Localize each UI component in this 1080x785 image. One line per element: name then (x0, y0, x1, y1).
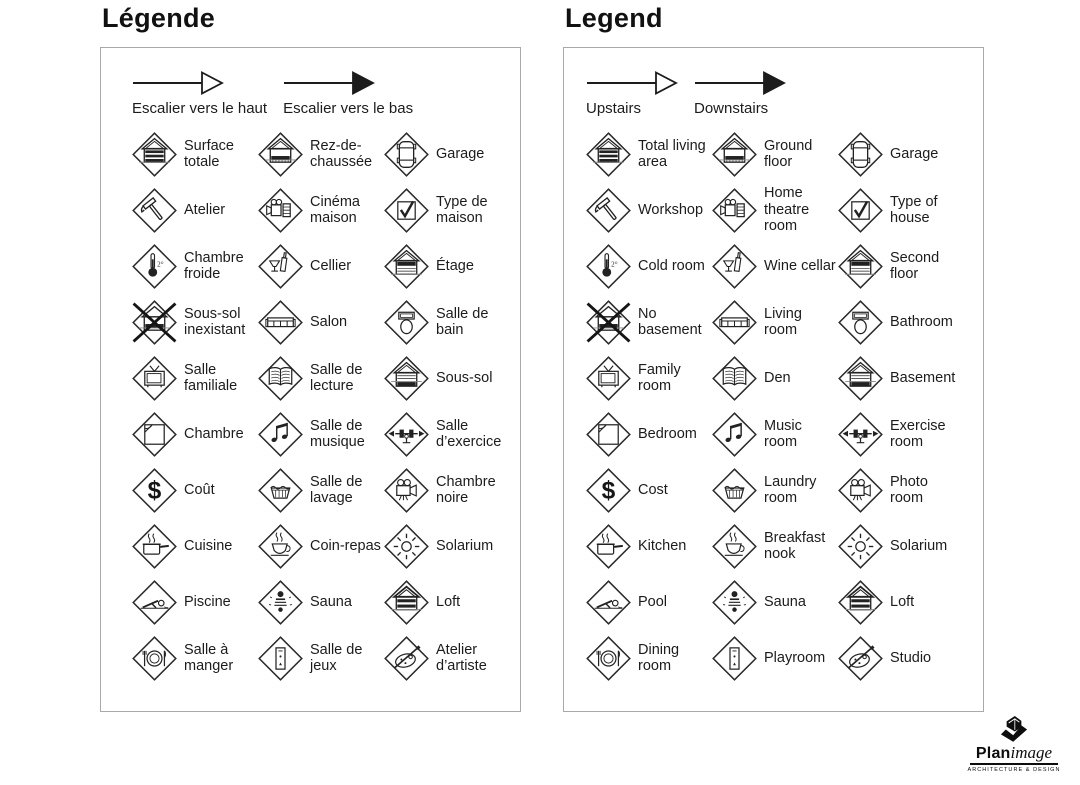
stairs-down-arrow-icon (283, 70, 375, 96)
legend-item-label: Étage (436, 257, 474, 274)
living-room-sofa-icon (712, 300, 757, 345)
cold-room-thermometer-icon (586, 244, 631, 289)
logo-brand-image: image (1010, 743, 1053, 763)
legend-item-label: Sous-sol (436, 369, 493, 386)
garage-car-icon (384, 132, 429, 177)
den-book-icon (258, 356, 303, 401)
legend-item-label: Laundry room (764, 473, 817, 506)
second-floor-house-icon (384, 244, 429, 289)
bathroom-toilet-icon (384, 300, 429, 345)
stairs-up-label: Upstairs (586, 100, 642, 117)
studio-palette-icon (384, 636, 429, 681)
home-theatre-projector-icon (712, 188, 757, 233)
legend-item-label: Solarium (890, 537, 948, 554)
stairs-down-legend (694, 70, 786, 117)
stairs-up-arrow-icon (132, 70, 224, 96)
legend-item-label: Home theatre room (764, 185, 810, 235)
legend-item-label: Pool (638, 593, 668, 610)
loft-house-icon (838, 580, 883, 625)
legend-item-label: Basement (890, 369, 956, 386)
legend-item-music-notes (712, 412, 838, 457)
legend-item-exercise-dumbbell (838, 412, 964, 457)
legend-item-playroom-door (258, 636, 384, 681)
photo-camera-icon (838, 468, 883, 513)
legend-item-cold-room-thermometer (586, 244, 712, 289)
bedroom-bed-icon (132, 412, 177, 457)
legend-item-cold-room-thermometer (132, 244, 258, 289)
legend-item-label: Salle familiale (184, 361, 238, 394)
legend-item-dining-plate (586, 636, 712, 681)
total-area-house-icon (132, 132, 177, 177)
legend-item-pool-swimmer (586, 580, 712, 625)
legend-item-label: Type de maison (436, 193, 488, 226)
laundry-basket-icon (258, 468, 303, 513)
basement-house-icon (838, 356, 883, 401)
legend-item-label: Total living area (638, 137, 706, 170)
legend-item-exercise-dumbbell (384, 412, 510, 457)
legend-item-solarium-sun (838, 524, 964, 569)
no-basement-cross-icon (586, 300, 631, 345)
legend-item-label: Bedroom (638, 425, 697, 442)
legend-item-den-book (712, 356, 838, 401)
legend-item-breakfast-cup (258, 524, 384, 569)
dining-plate-icon (586, 636, 631, 681)
legend-item-label: Coût (184, 481, 215, 498)
legend-item-label: Exercise room (890, 417, 946, 450)
legend-item-second-floor-house (384, 244, 510, 289)
legend-item-kitchen-pot (586, 524, 712, 569)
legend-item-label: Cold room (638, 257, 705, 274)
stairs-up-label: Escalier vers le haut (132, 100, 268, 117)
legend-item-label: Salon (310, 313, 348, 330)
playroom-door-icon (258, 636, 303, 681)
legend-item-playroom-door (712, 636, 838, 681)
legend-item-home-theatre-projector (258, 188, 384, 233)
legend-item-laundry-basket (712, 468, 838, 513)
legend-item-label: Solarium (436, 537, 494, 554)
legend-item-label: Piscine (184, 593, 231, 610)
legend-item-label: Wine cellar (764, 257, 836, 274)
legend-item-workshop-hammer (586, 188, 712, 233)
legend-item-music-notes (258, 412, 384, 457)
legend-item-wine-cellar-bottle (258, 244, 384, 289)
legend-item-workshop-hammer (132, 188, 258, 233)
legend-item-breakfast-cup (712, 524, 838, 569)
legend-item-label: Family room (638, 361, 681, 394)
legend-item-label: No basement (638, 305, 702, 338)
legend-item-no-basement-cross (132, 300, 258, 345)
den-book-icon (712, 356, 757, 401)
legend-item-bathroom-toilet (838, 300, 964, 345)
legend-item-label: Second floor (890, 249, 940, 282)
planimage-logo (964, 713, 1064, 773)
legend-item-label: Cinéma maison (310, 193, 360, 226)
loft-house-icon (384, 580, 429, 625)
pool-swimmer-icon (132, 580, 177, 625)
legend-item-sauna-person (258, 580, 384, 625)
legend-item-label: Atelier d’artiste (436, 641, 487, 674)
exercise-dumbbell-icon (838, 412, 883, 457)
legend-item-label: Sauna (310, 593, 352, 610)
legend-item-wine-cellar-bottle (712, 244, 838, 289)
legend-item-pool-swimmer (132, 580, 258, 625)
legend-item-label: Chambre froide (184, 249, 244, 282)
legend-item-loft-house (384, 580, 510, 625)
photo-camera-icon (384, 468, 429, 513)
legend-item-label: Salle de bain (436, 305, 489, 338)
legend-item-label: Rez-de-chaussée (310, 137, 373, 170)
cold-room-thermometer-icon (132, 244, 177, 289)
legend-panel-english (563, 47, 984, 712)
living-room-sofa-icon (258, 300, 303, 345)
legend-item-total-area-house (132, 132, 258, 177)
stairs-down-label: Downstairs (694, 100, 769, 117)
kitchen-pot-icon (132, 524, 177, 569)
cost-dollar-icon (586, 468, 631, 513)
legend-item-label: Salle d’exercice (436, 417, 502, 450)
legend-item-label: Playroom (764, 649, 826, 666)
wine-cellar-bottle-icon (712, 244, 757, 289)
legend-item-ground-floor-house (712, 132, 838, 177)
legend-item-garage-car (384, 132, 510, 177)
legend-item-label: Workshop (638, 201, 704, 218)
solarium-sun-icon (838, 524, 883, 569)
legend-item-label: Surface totale (184, 137, 234, 170)
legend-item-label: Breakfast nook (764, 529, 826, 562)
breakfast-cup-icon (258, 524, 303, 569)
legend-item-home-theatre-projector (712, 185, 838, 235)
legend-item-bathroom-toilet (384, 300, 510, 345)
logo-brand-plan: Plan (975, 745, 1011, 763)
legend-item-loft-house (838, 580, 964, 625)
stairs-up-legend (586, 70, 678, 117)
legend-item-label: Coin-repas (310, 537, 381, 554)
legend-item-bedroom-bed (586, 412, 712, 457)
logo-wordmark (964, 744, 1064, 762)
legend-item-label: Living room (764, 305, 802, 338)
family-room-tv-icon (132, 356, 177, 401)
house-type-checkbox-icon (838, 188, 883, 233)
legend-item-label: Den (764, 369, 791, 386)
legend-item-label: Ground floor (764, 137, 813, 170)
bathroom-toilet-icon (838, 300, 883, 345)
legend-item-label: Salle de lavage (310, 473, 363, 506)
legend-item-label: Garage (436, 145, 485, 162)
bedroom-bed-icon (586, 412, 631, 457)
legend-item-label: Salle de jeux (310, 641, 363, 674)
breakfast-cup-icon (712, 524, 757, 569)
ground-floor-house-icon (258, 132, 303, 177)
legend-item-label: Atelier (184, 201, 226, 218)
legend-item-ground-floor-house (258, 132, 384, 177)
legend-item-basement-house (384, 356, 510, 401)
cost-dollar-icon (132, 468, 177, 513)
legend-item-label: Loft (890, 593, 915, 610)
stairs-up-arrow-icon (586, 70, 678, 96)
laundry-basket-icon (712, 468, 757, 513)
house-type-checkbox-icon (384, 188, 429, 233)
legend-item-cost-dollar (132, 468, 258, 513)
exercise-dumbbell-icon (384, 412, 429, 457)
legend-item-label: Cellier (310, 257, 352, 274)
sauna-person-icon (258, 580, 303, 625)
legend-item-label: Bathroom (890, 313, 953, 330)
stairs-arrow-row (586, 70, 983, 117)
dining-plate-icon (132, 636, 177, 681)
legend-item-family-room-tv (132, 356, 258, 401)
total-area-house-icon (586, 132, 631, 177)
second-floor-house-icon (838, 244, 883, 289)
legend-item-dining-plate (132, 636, 258, 681)
music-notes-icon (258, 412, 303, 457)
music-notes-icon (712, 412, 757, 457)
legend-item-label: Garage (890, 145, 939, 162)
legend-item-label: Loft (436, 593, 461, 610)
pool-swimmer-icon (586, 580, 631, 625)
stairs-up-legend (132, 70, 267, 117)
garage-car-icon (838, 132, 883, 177)
legend-item-label: Sous-sol inexistant (184, 305, 246, 338)
legend-item-family-room-tv (586, 356, 712, 401)
sauna-person-icon (712, 580, 757, 625)
kitchen-pot-icon (586, 524, 631, 569)
no-basement-cross-icon (132, 300, 177, 345)
legend-item-basement-house (838, 356, 964, 401)
legend-item-den-book (258, 356, 384, 401)
legend-item-no-basement-cross (586, 300, 712, 345)
legend-grid-french (132, 126, 520, 686)
legend-item-label: Salle à manger (184, 641, 234, 674)
legend-item-label: Sauna (764, 593, 806, 610)
playroom-door-icon (712, 636, 757, 681)
legend-item-solarium-sun (384, 524, 510, 569)
home-theatre-projector-icon (258, 188, 303, 233)
stairs-down-arrow-icon (694, 70, 786, 96)
stairs-down-label: Escalier vers le bas (283, 100, 414, 117)
logo-tagline: ARCHITECTURE & DESIGN (967, 767, 1061, 773)
page-title-french: Légende (102, 3, 216, 33)
legend-item-sauna-person (712, 580, 838, 625)
logo-underline (970, 763, 1058, 765)
legend-item-label: Salle de musique (310, 417, 365, 450)
solarium-sun-icon (384, 524, 429, 569)
legend-item-label: Type of house (890, 193, 938, 226)
legend-item-label: Kitchen (638, 537, 687, 554)
legend-item-label: Chambre noire (436, 473, 496, 506)
legend-item-label: Photo room (890, 473, 928, 506)
legend-item-label: Cuisine (184, 537, 233, 554)
legend-item-cost-dollar (586, 468, 712, 513)
legend-item-photo-camera (384, 468, 510, 513)
legend-item-house-type-checkbox (838, 188, 964, 233)
legend-item-kitchen-pot (132, 524, 258, 569)
basement-house-icon (384, 356, 429, 401)
stairs-down-legend (283, 70, 413, 117)
legend-item-studio-palette (384, 636, 510, 681)
workshop-hammer-icon (586, 188, 631, 233)
wine-cellar-bottle-icon (258, 244, 303, 289)
workshop-hammer-icon (132, 188, 177, 233)
studio-palette-icon (838, 636, 883, 681)
legend-grid-english (586, 126, 983, 686)
legend-item-living-room-sofa (258, 300, 384, 345)
legend-item-studio-palette (838, 636, 964, 681)
legend-item-photo-camera (838, 468, 964, 513)
legend-item-label: Music room (764, 417, 802, 450)
planimage-logo-icon (996, 713, 1032, 746)
legend-item-label: Chambre (184, 425, 244, 442)
stairs-arrow-row (132, 70, 520, 117)
legend-item-label: Dining room (638, 641, 680, 674)
legend-item-second-floor-house (838, 244, 964, 289)
legend-item-label: Studio (890, 649, 932, 666)
legend-item-label: Cost (638, 481, 668, 498)
ground-floor-house-icon (712, 132, 757, 177)
legend-item-living-room-sofa (712, 300, 838, 345)
legend-panel-french (100, 47, 521, 712)
legend-item-laundry-basket (258, 468, 384, 513)
family-room-tv-icon (586, 356, 631, 401)
legend-item-bedroom-bed (132, 412, 258, 457)
legend-item-house-type-checkbox (384, 188, 510, 233)
legend-item-total-area-house (586, 132, 712, 177)
legend-item-label: Salle de lecture (310, 361, 363, 394)
page-title-english: Legend (565, 3, 663, 33)
legend-item-garage-car (838, 132, 964, 177)
